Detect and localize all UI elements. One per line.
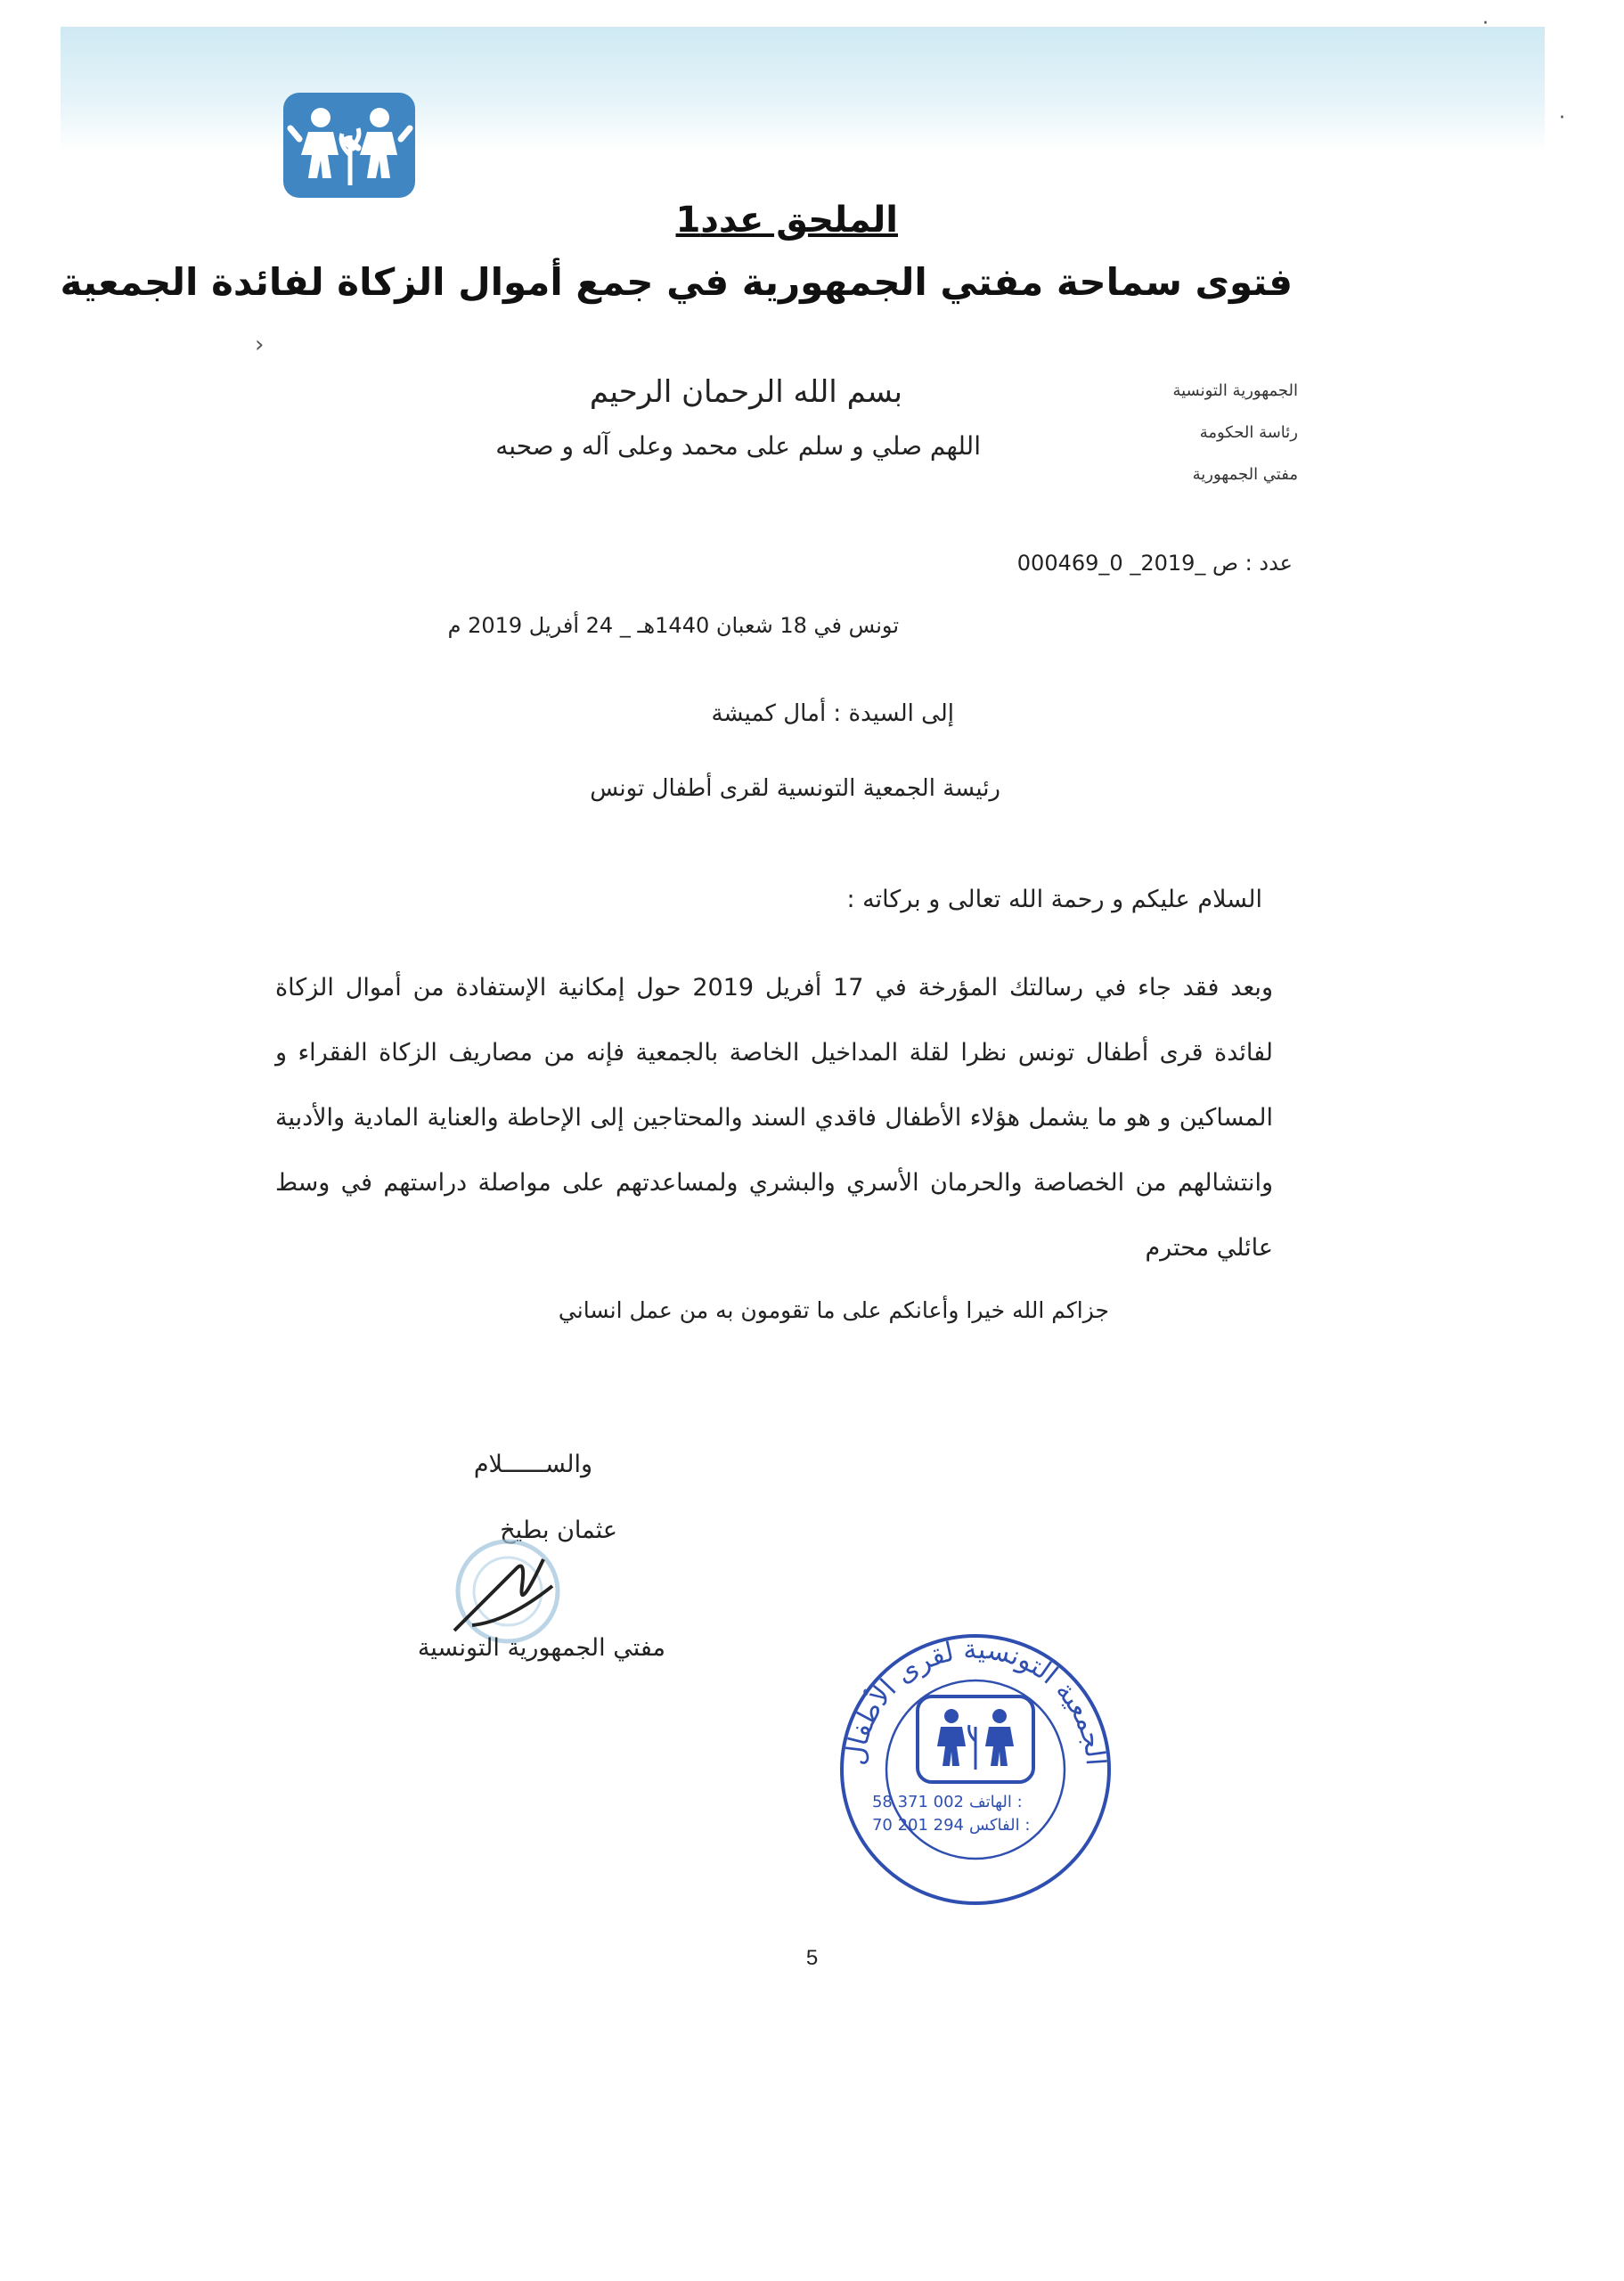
header-presidency: رئاسة الحكومة	[1199, 423, 1298, 442]
fatwa-title: فتوى سماحة مفتي الجمهورية في جمع أموال الزكاة لفائدة الجمعية	[60, 260, 1293, 304]
recipient-title: رئيسة الجمعية التونسية لقرى أطفال تونس	[590, 775, 1000, 802]
header-mufti: مفتي الجمهورية	[1192, 465, 1298, 484]
stamp-fax: 70 201 294	[871, 1816, 964, 1835]
scan-speck: ·	[1482, 12, 1489, 35]
annex-title: الملحق عدد1	[675, 200, 898, 241]
government-header	[1172, 381, 1298, 507]
signer-name: عثمان بطيخ	[500, 1517, 617, 1544]
thanks-line: جزاكم الله خيرا وأعانكم على ما تقومون به من عمل انساني	[558, 1297, 1109, 1323]
page-number: 5	[805, 1946, 819, 1970]
recipient: إلى السيدة : أمال كميشة	[711, 700, 954, 727]
basmala: بسم الله الرحمان الرحيم	[589, 374, 902, 410]
stamp-fax-label: الفاكس :	[969, 1816, 1031, 1835]
scan-speck: ·	[1559, 107, 1565, 129]
letter-date: تونس في 18 شعبان 1440هـ _ 24 أفريل 2019 م	[447, 613, 899, 638]
children-icon	[283, 93, 415, 198]
stamp-phone: 58 371 002	[871, 1793, 964, 1811]
stamp-ring-text: الجمعية التونسية لقرى الأطفال	[839, 1633, 1111, 1767]
greeting: السلام عليكم و رحمة الله تعالى و بركاته :	[846, 886, 1262, 913]
association-stamp	[821, 1627, 1130, 1912]
letter-body: وبعد فقد جاء في رسالتك المؤرخة في 17 أفريل 2019 حول إمكانية الإستفادة من أموال الزكاة لفائدة قرى أطفال تونس نظرا لقلة المداخيل الخاصة بالجمعية فإنه من مصاريف الزكاة الفقراء و المساكين و هو ما يشمل هؤلاء الأطفال فاقدي السند والمحتاجين إلى الإحاطة والعناية المادية والأدبية وانتشالهم من الخصاصة والحرمان الأسري والبشري ولمساعدتهم على مواصلة دراستهم في وسط عائلي محترم	[275, 974, 1273, 1262]
margin-mark: ›	[255, 331, 265, 358]
stamp-phone-label: الهاتف :	[969, 1793, 1023, 1811]
signer-title: مفتي الجمهورية التونسية	[417, 1634, 665, 1662]
sos-villages-logo	[283, 93, 415, 198]
closing: والســــــلام	[473, 1451, 592, 1478]
salat-line: اللهم صلي و سلم على محمد وعلى آله و صحبه	[495, 431, 981, 461]
signature-with-seal	[437, 1533, 597, 1648]
reference-number: عدد : ص _2019_ 0_000469	[1016, 551, 1293, 576]
header-republic: الجمهورية التونسية	[1172, 381, 1298, 400]
